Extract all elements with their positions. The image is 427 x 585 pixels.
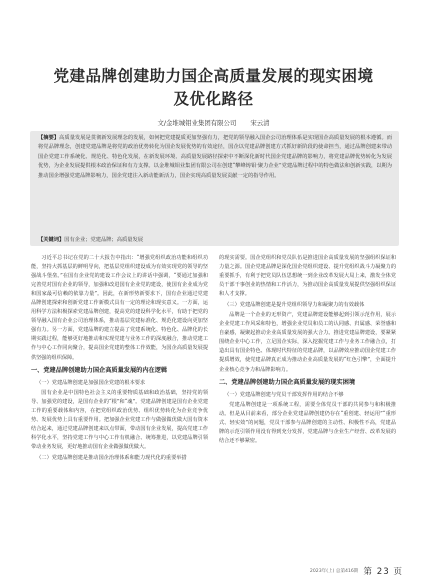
section-1-heading: 一、党建品牌创建助力国企高质量发展的内在逻辑 [31, 366, 168, 374]
author-affiliation: 文/金堆城钼业集团有限公司 [157, 119, 237, 127]
keywords-label: 【关键词】 [38, 237, 65, 243]
continued-paragraph: 的现实需要。国企党组织和党员队伍是推进国企高质量发展的坚强组织保证和力量之源。国企党建品牌是深化国企党组织建设、提升党组织战斗力凝聚力的重要抓手，有利于把党员队伍思想统一到企业改革发展大局上来，激发全体党员干部干事创业的热情和工作活力，为推动国企高质量发展提供坚强组织保证和人才支撑。 [219, 255, 396, 298]
subsection-2-1-paragraph: 党建品牌创建是一项系统工程，需要全体党员干部的共同参与和积极推动。但是从目前来看，部分企业党建品牌创建仍存在“重创建、轻运用”“重形式、轻实效”的问题，党员干部参与品牌创建的主动性、积极性不高，党建品牌的示范引领作用没有得到充分发挥，党建品牌与企业生产经营、改革发展的结合还不够紧密。 [219, 401, 396, 444]
keywords [38, 235, 392, 243]
intro-paragraph: 习近平总书记在党的二十大报告中指出：“增强党组织政治功能和组织功能，坚持大抓基层的鲜明导向，把基层党组织建设成为有效实现党的领导的坚强战斗堡垒。”在国有企业党的建设工作会议上的讲话中强调，“要通过加强和完善党对国有企业的领导，加强和改进国有企业党的建设，使国有企业成为党和国家最可信赖的依靠力量”。因此，在新形势新要求下，国有企业通过党建品牌创建探索和创新党建工作新模式具有一定的理论和现实意义。一方面，运用科学方法积极探索党建品牌创建，提高党的建设科学化水平，有助于把党的领导融入国有企业公司治理体系，推动基层党建标准化、规范化建设向更加坚强有力。另一方面，党建品牌的建立提高了党建系统化、特色化、品牌化的长期实践过程，能够更好地推动和实现党建与业务工作的深度融合，推动党建工作与中心工作同向聚合，提高国企党建的整体工作效能，为国企高质量发展提供坚强的组织保障。 [31, 255, 208, 361]
subsection-1-2-heading: （二）党建品牌创建是推动国企治理体系和能力现代化的重要举措 [36, 454, 187, 461]
keywords-text: 国有企业；党建品牌；高质量发展 [64, 237, 143, 243]
byline [0, 118, 427, 127]
subsection-1-1-heading: （一）党建品牌创建是加强国企党建的根本要求 [36, 379, 146, 386]
right-column [219, 254, 396, 446]
article-title-line-2: 及优化路径 [173, 90, 254, 108]
section-2-heading: 二、党建品牌创建助力国企高质量发展的现实困境 [219, 378, 356, 386]
abstract-label: 【摘要】 [38, 135, 60, 141]
subsection-2-1-heading: （一）党建品牌创建与党员干部发挥作用的结合不够 [224, 391, 344, 398]
left-column [31, 254, 208, 464]
subsection-1-3-paragraph: 品牌是一个企业的无形资产，党建品牌建设能够起到引领示范作用，展示企业党建工作风采和特色，增强企业党员和员工的认同感、归属感、荣誉感和自豪感，凝聚起推动企业高质量发展的强大合力。推进党建品牌建设，要紧紧围绕企业中心工作，立足国企实际，深入挖掘党建工作与业务工作融合点，打造出具有国企特色、体现时代特征的党建品牌，以品牌效应推动国企党建工作提质增效，使党建品牌真正成为推动企业高质量发展的“红色引擎”，全面提升企业核心竞争力和品牌影响力。 [219, 312, 396, 373]
subsection-1-3-heading: （三）党建品牌创建是提升党组织领导力和凝聚力的有效载体 [224, 302, 365, 309]
issue-info: 2023年(上) 总第416期 [309, 569, 359, 574]
author-name: 宋云清 [250, 119, 270, 127]
page-number: 第 23 页 [363, 567, 403, 577]
subsection-1-1-paragraph: 国有企业是中国特色社会主义的重要物质基础和政治基础，坚持党的领导、加强党的建设，是国有企业的“根”和“魂”。党建品牌创建是国有企业党建工作的重要载体和内容，在把党组织政治优势、组织优势转化为企业竞争优势、发展优势上具有重要作用。把加强企业党建工作与做强做优做大国有资本结合起来，通过党建品牌创建来以点带面，带动国有企业发展，提高党建工作科学化水平，坚持党建工作与中心工作有机融合、统筹推进，以党建品牌引领带动业务发展，更好地推动国有企业做强做优做大。 [31, 389, 208, 450]
abstract [38, 134, 392, 181]
page-footer [310, 565, 403, 577]
article-title-line-1: 党建品牌创建助力国企高质量发展的现实困境 [53, 67, 374, 85]
abstract-text: 高质量发展是贯彻新发展理念的发展，如何把党建提质更加坚强有力，把党的领导融入国企公司治理体系是实现国企高质量发展的根本遵循。而将党品牌理念，创建党建品牌是将党的政治优势转化为国企发展优势的有效途径，国企以党建品牌创建方式抓好新阶段的使命担当，通过品牌创建来带动国企党建工作系统化、规范化、特色化发展，在新发展环境、高质量发展路径探索中不断深化新时代国企党建品牌的影响力，将党建品牌优势转化为发展优势，为企业发展提供根本政治保证和有力支撑。以金堆城钼业集团有限公司在创建“攀峰铸钼·聚力企业”党建品牌过程中的特色做法和创新实践，以期为推动国企增强党建品牌影响力，国企党建注入新动能新活力，国企实现高质量发展贡献一定的指导作用。 [38, 135, 393, 179]
